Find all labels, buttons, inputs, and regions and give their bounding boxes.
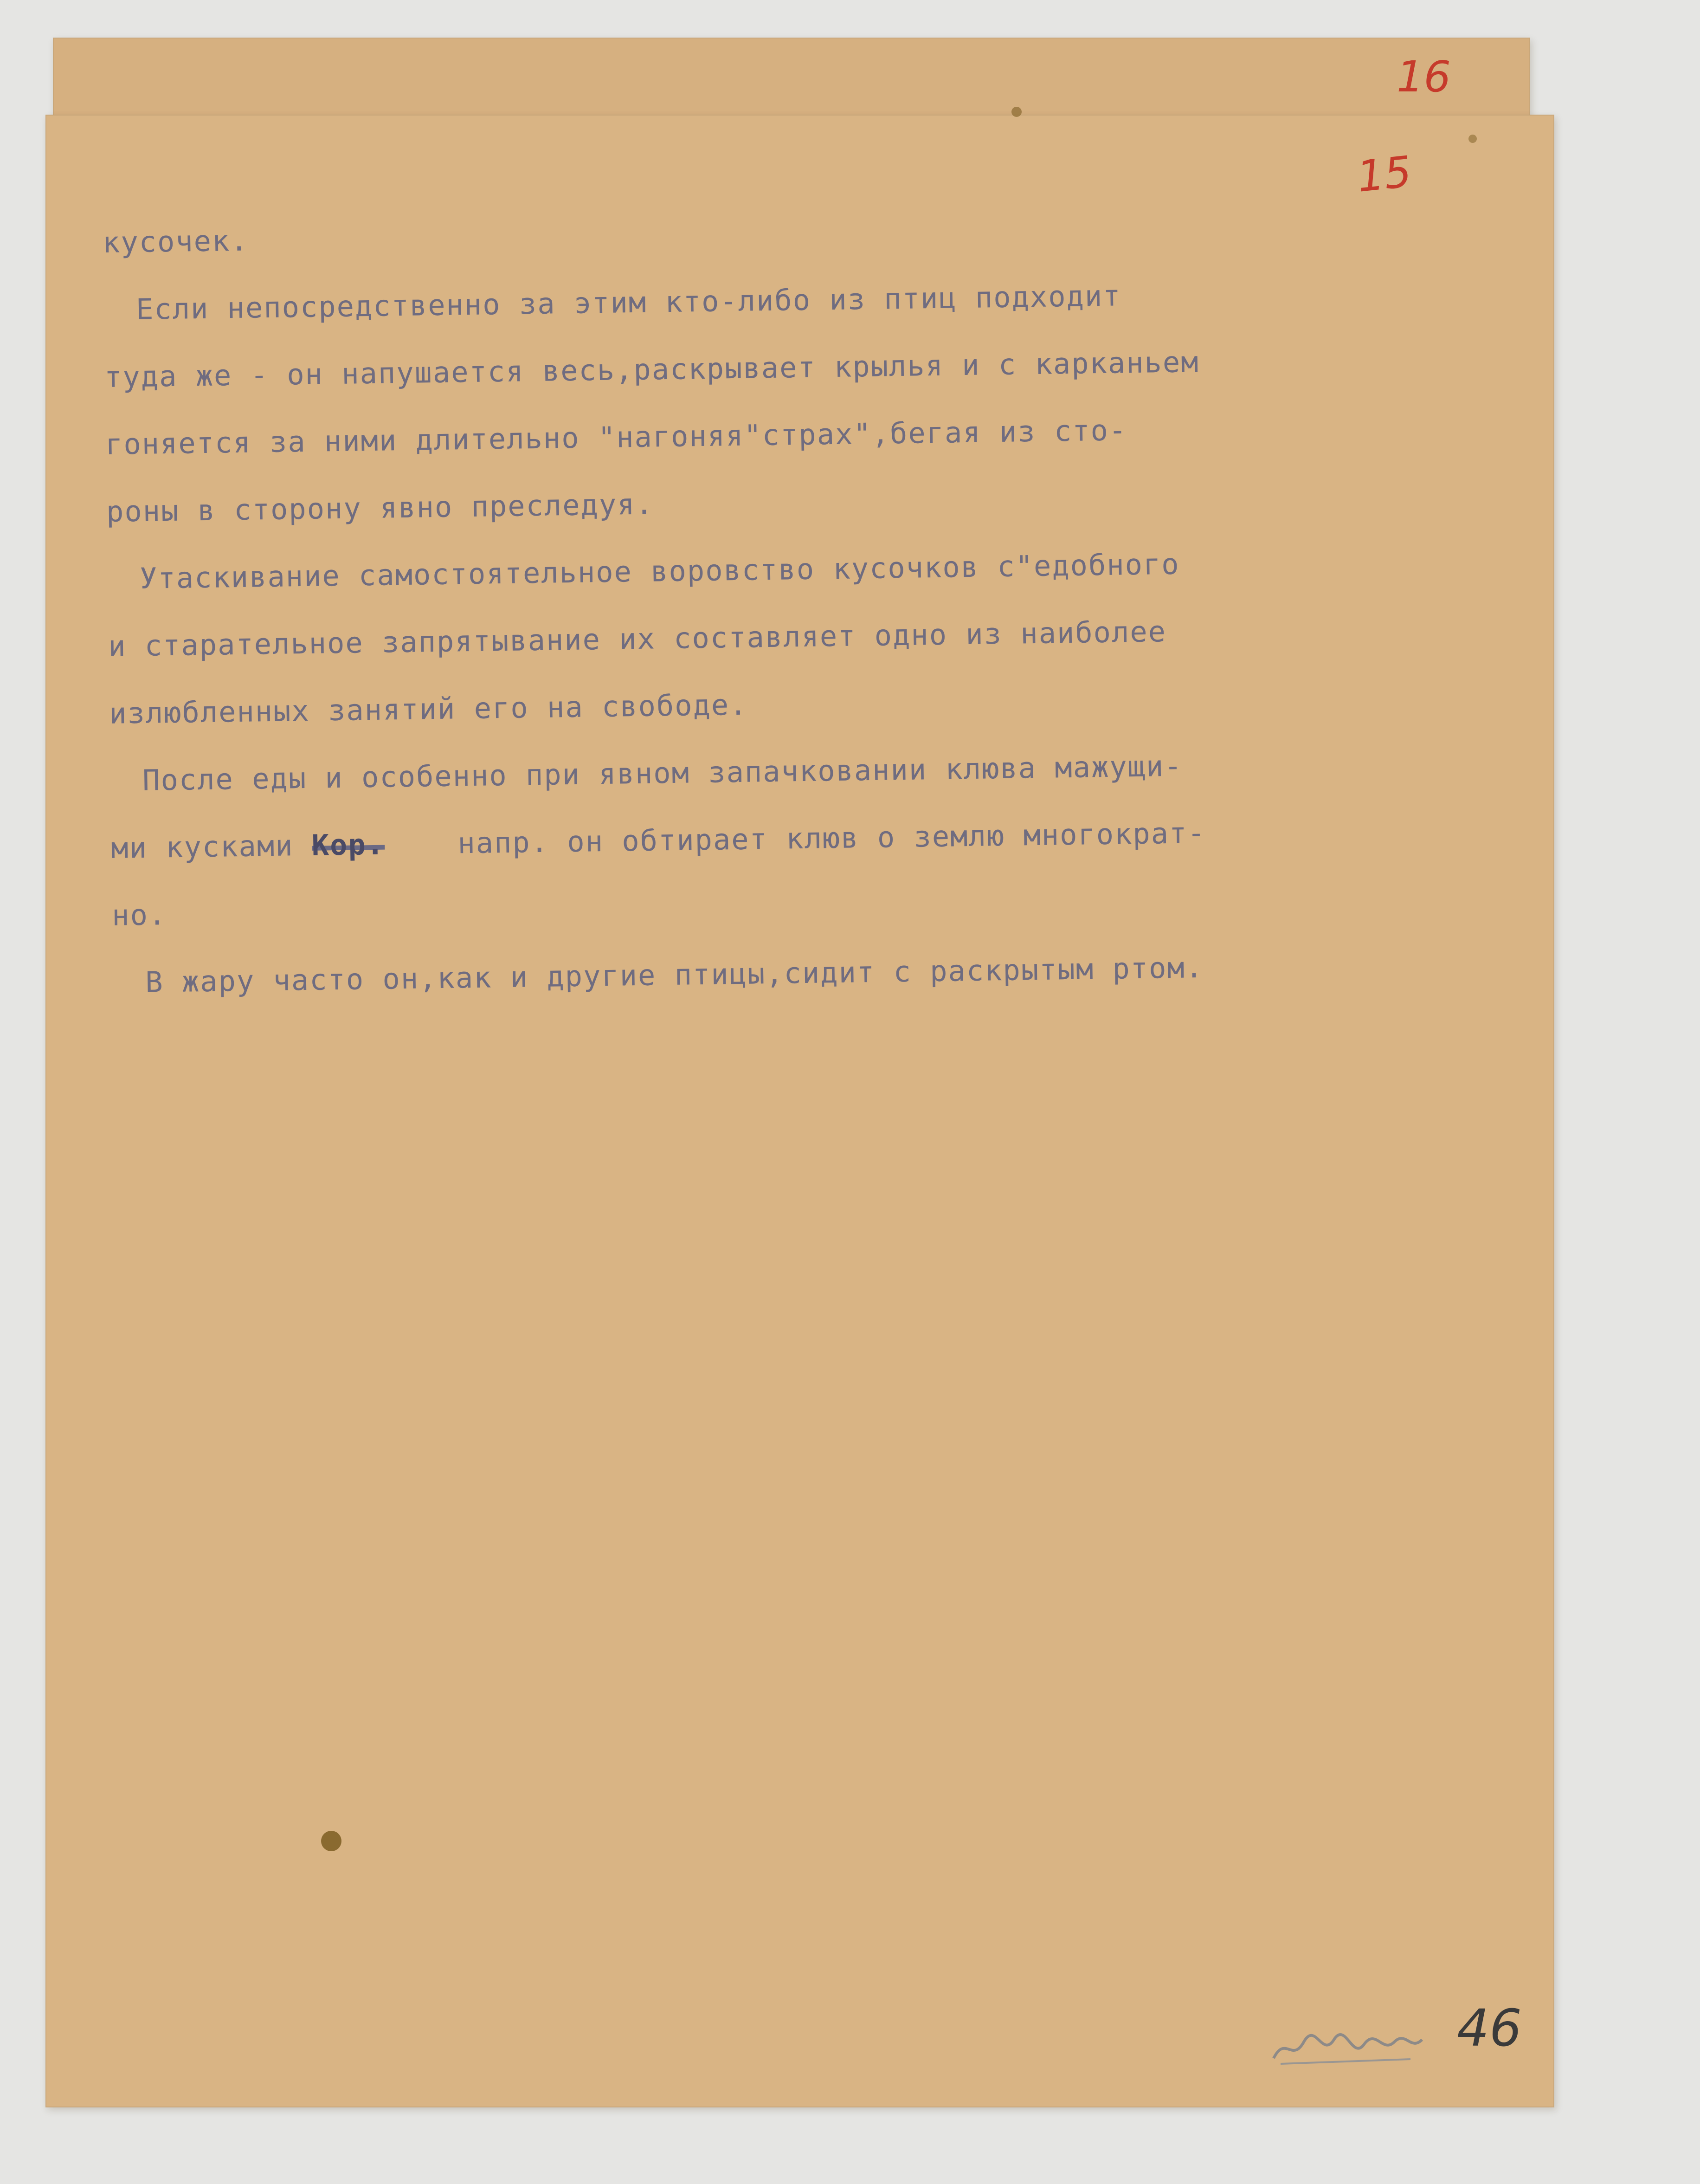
typewritten-text bbox=[102, 191, 1394, 1016]
archive-number: 46 bbox=[1457, 1998, 1522, 2058]
text-line: Если непосредственно за этим кто-либо из птиц подходит bbox=[135, 278, 1122, 326]
text-fragment: напр. он обтирает клюв о землю многократ- bbox=[457, 815, 1206, 860]
text-line: После еды и особенно при явном запачковании клюва мажущи- bbox=[142, 749, 1183, 797]
text-line: кусочек. bbox=[102, 223, 249, 259]
back-page-number: 16 bbox=[1397, 52, 1451, 102]
text-line: излюбленных занятий его на свободе. bbox=[109, 687, 748, 730]
text-line: гоняется за ними длительно "нагоняя"страх",бегая из сто- bbox=[105, 413, 1127, 461]
text-line: и старательное запрятывание их составляет одно из наиболее bbox=[108, 614, 1167, 663]
text-fragment: ми кусками bbox=[110, 828, 294, 865]
text-line: туда же - он напушается весь,раскрывает крылья и с карканьем bbox=[104, 345, 1199, 394]
text-line: В жару часто он,как и другие птицы,сидит с раскрытым ртом. bbox=[145, 950, 1204, 999]
archive-scribble bbox=[1271, 2026, 1424, 2068]
ink-spot bbox=[1468, 135, 1477, 143]
text-line: роны в сторону явно преследуя. bbox=[106, 487, 654, 529]
ink-spot bbox=[1011, 107, 1022, 117]
front-page-number: 15 bbox=[1354, 147, 1414, 202]
text-line: но. bbox=[111, 898, 167, 932]
text-line: Утаскивание самостоятельное воровство кусочков с"едобного bbox=[139, 547, 1180, 595]
struck-out-word: Кор. bbox=[311, 811, 385, 879]
ink-spot bbox=[321, 1831, 341, 1851]
